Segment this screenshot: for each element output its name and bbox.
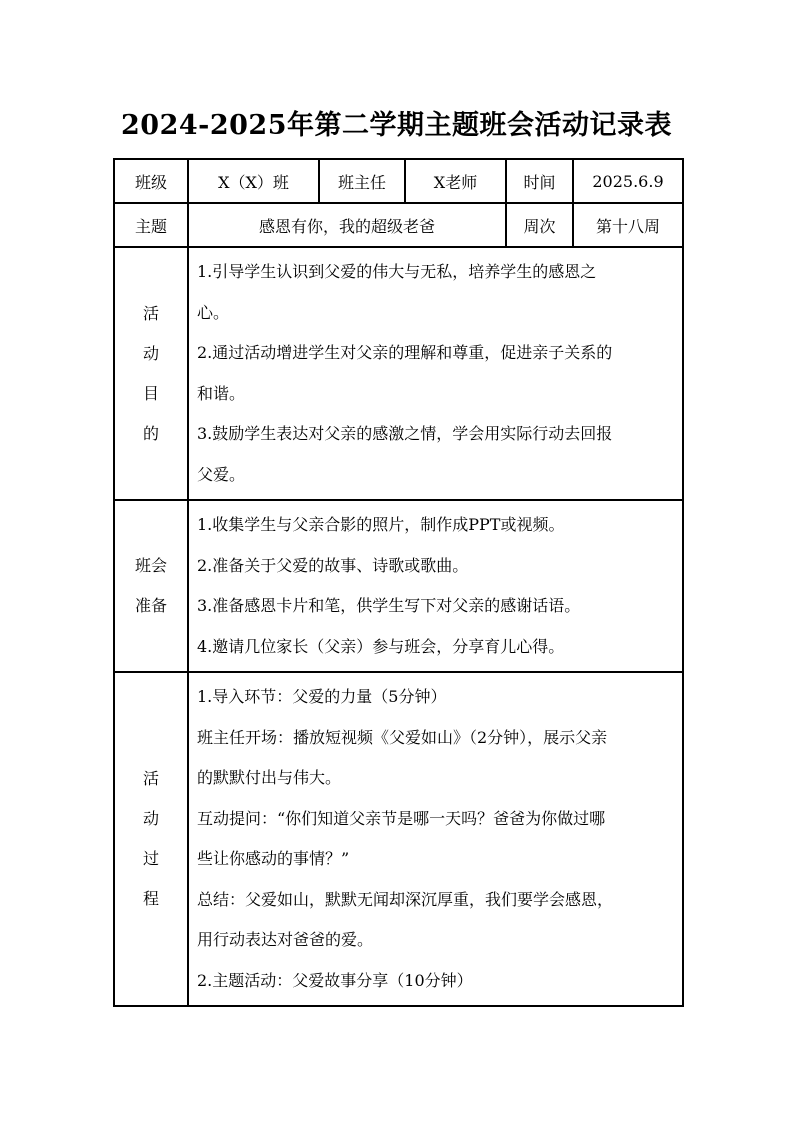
- goals-label-char: 活: [142, 303, 159, 323]
- prep-line: 1.收集学生与父亲合影的照片，制作成PPT或视频。: [197, 515, 565, 534]
- goals-row: [114, 247, 683, 500]
- process-label-char: 过: [142, 849, 159, 868]
- time-value: 2025.6.9: [573, 159, 683, 203]
- prep-row: [114, 500, 683, 672]
- goals-line: 和谐。: [197, 383, 246, 403]
- process-content: [188, 672, 683, 1006]
- goals-line: 心。: [197, 302, 230, 322]
- goals-label-char: 目: [142, 383, 159, 403]
- goals-content: [188, 247, 683, 500]
- goals-label-char: 动: [142, 343, 159, 363]
- info-row: [114, 159, 683, 203]
- prep-line: 4.邀请几位家长（父亲）参与班会，分享育儿心得。: [197, 636, 565, 656]
- process-label: [114, 672, 188, 1006]
- process-label-char: 活: [142, 769, 159, 788]
- process-line: 些让你感动的事情？”: [197, 849, 350, 868]
- process-label-char: 程: [142, 889, 159, 908]
- week-value: 第十八周: [573, 203, 683, 247]
- process-line: 总结：父爱如山，默默无闻却深沉厚重，我们要学会感恩，: [197, 889, 614, 909]
- goals-label-char: 的: [142, 423, 159, 443]
- process-label-char: 动: [142, 809, 159, 828]
- process-line: 班主任开场：播放短视频《父爱如山》（2分钟），展示父亲: [197, 727, 608, 747]
- prep-label: [114, 500, 188, 672]
- class-label: 班级: [114, 159, 188, 203]
- prep-line: 3.准备感恩卡片和笔，供学生写下对父亲的感谢话语。: [197, 596, 581, 615]
- process-line: 用行动表达对爸爸的爱。: [197, 930, 374, 949]
- record-table: [113, 158, 684, 1007]
- prep-label-line: 准备: [134, 596, 167, 615]
- process-line: 互动提问：“你们知道父亲节是哪一天吗？爸爸为你做过哪: [197, 808, 606, 828]
- teacher-label: 班主任: [319, 159, 405, 203]
- process-line: 1.导入环节：父爱的力量（5分钟）: [197, 687, 447, 706]
- goals-label: [114, 247, 188, 500]
- goals-line: 1.引导学生认识到父爱的伟大与无私，培养学生的感恩之: [197, 262, 597, 281]
- process-line: 的默默付出与伟大。: [197, 768, 342, 787]
- prep-line: 2.准备关于父爱的故事、诗歌或歌曲。: [197, 555, 469, 575]
- class-value: X（X）班: [188, 159, 319, 203]
- theme-row: [114, 203, 683, 247]
- goals-line: 2.通过活动增进学生对父亲的理解和尊重，促进亲子关系的: [197, 343, 613, 362]
- week-label: 周次: [506, 203, 573, 247]
- process-row: [114, 672, 683, 1006]
- document-title: 2024-2025年第二学期主题班会活动记录表: [121, 110, 672, 141]
- prep-content: [188, 500, 683, 672]
- process-line: 2.主题活动：父爱故事分享（10分钟）: [197, 970, 473, 990]
- time-label: 时间: [506, 159, 573, 203]
- teacher-value: X老师: [405, 159, 506, 203]
- goals-line: 3.鼓励学生表达对父亲的感激之情，学会用实际行动去回报: [197, 424, 613, 443]
- theme-value: 感恩有你，我的超级老爸: [188, 203, 506, 247]
- prep-label-line: 班会: [134, 556, 167, 575]
- goals-line: 父爱。: [197, 464, 246, 484]
- theme-label: 主题: [114, 203, 188, 247]
